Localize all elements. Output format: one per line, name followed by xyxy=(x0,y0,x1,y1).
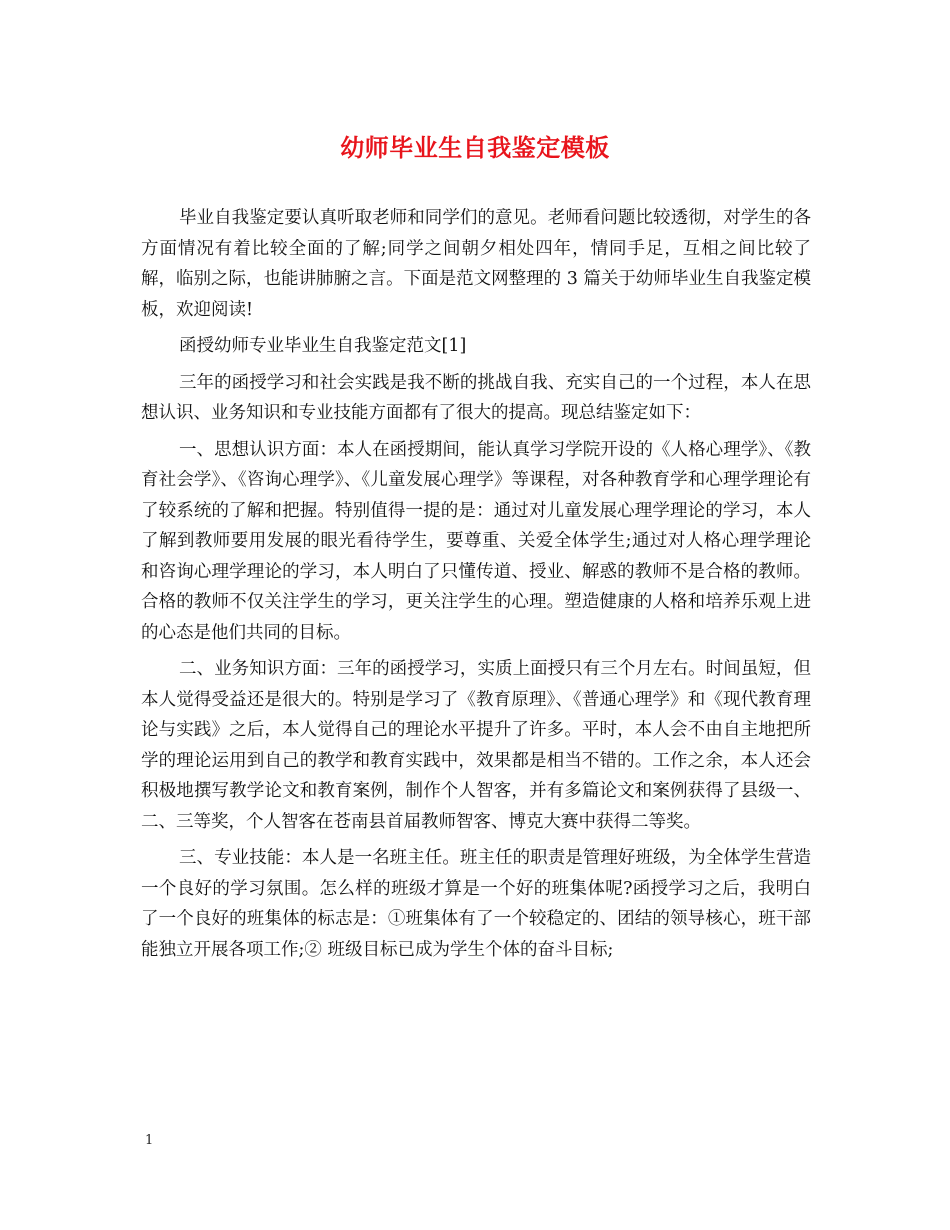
body-paragraph: 三年的函授学习和社会实践是我不断的挑战自我、充实自己的一个过程，本人在思想认识、业务知识和专业技能方面都有了很大的提高。现总结鉴定如下： xyxy=(141,372,811,423)
document-title: 幼师毕业生自我鉴定模板 xyxy=(340,133,610,162)
body-paragraph: 一、思想认识方面：本人在函授期间，能认真学习学院开设的《人格心理学》、《教育社会学》、《咨询心理学》、《儿童发展心理学》等课程，对各种教育学和心理学理论有了较系统的了解和把握。特别值得一提的是：通过对儿童发展心理学理论的学习，本人了解到教师要用发展的眼光看待学生，要尊重、关爱全体学生;通过对人格心理学理论和咨询心理学理论的学习，本人明白了只懂传道、授业、解惑的教师不是合格的教师。合格的教师不仅关注学生的学习，更关注学生的心理。塑造健康的人格和培养乐观上进的心态是他们共同的目标。 xyxy=(141,439,811,643)
intro-paragraph: 毕业自我鉴定要认真听取老师和同学们的意见。老师看问题比较透彻，对学生的各方面情况有着比较全面的了解;同学之间朝夕相处四年，情同手足，互相之间比较了解，临别之际，也能讲肺腑之言。下面是范文网整理的 3 篇关于幼师毕业生自我鉴定模板，欢迎阅读! xyxy=(141,208,811,320)
body-paragraph: 三、专业技能：本人是一名班主任。班主任的职责是管理好班级，为全体学生营造一个良好的学习氛围。怎么样的班级才算是一个好的班集体呢?函授学习之后，我明白了一个良好的班集体的标志是：①班集体有了一个较稳定的、团结的领导核心，班干部能独立开展各项工作;② 班级目标已成为学生个体的奋斗目标; xyxy=(141,848,811,960)
document-body xyxy=(141,203,811,971)
section-heading: 函授幼师专业毕业生自我鉴定范文[1] xyxy=(179,336,467,356)
body-paragraph: 二、业务知识方面：三年的函授学习，实质上面授只有三个月左右。时间虽短，但本人觉得受益还是很大的。特别是学习了《教育原理》、《普通心理学》和《现代教育理论与实践》之后，本人觉得自己的理论水平提升了许多。平时，本人会不由自主地把所学的理论运用到自己的教学和教育实践中，效果都是相当不错的。工作之余，本人还会积极地撰写教学论文和教育案例，制作个人智客，并有多篇论文和案例获得了县级一、二、三等奖，个人智客在苍南县首届教师智客、博克大赛中获得二等奖。 xyxy=(141,659,811,832)
page-number: 1 xyxy=(145,1133,154,1148)
